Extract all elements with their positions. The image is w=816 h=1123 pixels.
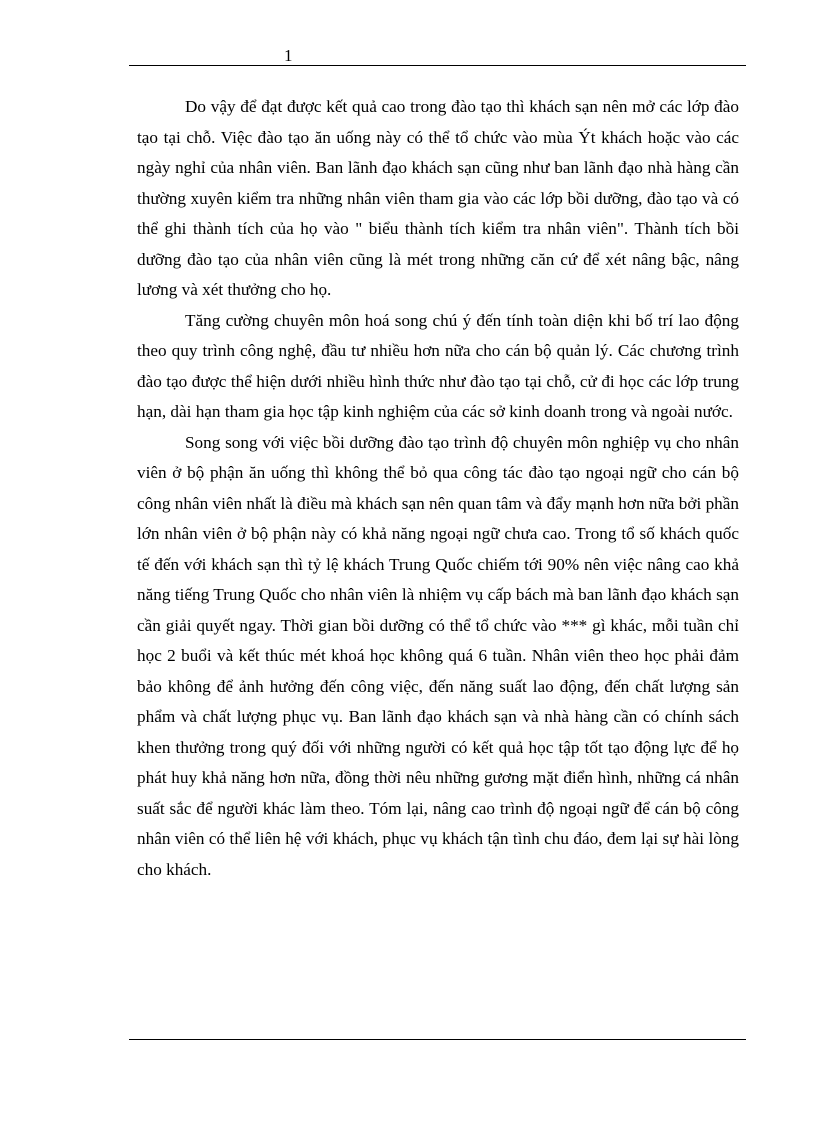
paragraph-1: Do vậy để đạt được kết quả cao trong đào tạo thì khách sạn nên mở các lớp đào tạo tại chỗ. Việc đào tạo ăn uống này có thể tổ chức vào mùa Ýt khách hoặc vào các ngày nghỉ của nhân viên. Ban lãnh đạo khách sạn cũng như ban lãnh đạo nhà hàng cần thường xuyên kiểm tra những nhân viên tham gia vào các lớp bồi dưỡng, đào tạo và có thể ghi thành tích của họ vào " biểu thành tích kiểm tra nhân viên". Thành tích bồi dưỡng đào tạo của nhân viên cũng là mét trong những căn cứ để xét nâng bậc, nâng lương và xét thưởng cho họ.	[137, 97, 739, 299]
document-body	[137, 92, 739, 885]
paragraph-2: Tăng cường chuyên môn hoá song chú ý đến tính toàn diện khi bố trí lao động theo quy trình công nghệ, đầu tư nhiều hơn nữa cho cán bộ quản lý. Các chương trình đào tạo được thể hiện dưới nhiều hình thức như đào tạo tại chỗ, cử đi học các lớp trung hạn, dài hạn tham gia học tập kinh nghiệm của các sở kinh doanh trong và ngoài nước.	[137, 310, 739, 421]
page-marker: 1	[284, 46, 293, 65]
footer-rule	[129, 1039, 746, 1040]
paragraph-3: Song song với việc bồi dưỡng đào tạo trình độ chuyên môn nghiệp vụ cho nhân viên ở bộ phận ăn uống thì không thể bỏ qua công tác đào tạo ngoại ngữ cho cán bộ công nhân viên nhất là điều mà khách sạn nên quan tâm và đẩy mạnh hơn nữa bởi phần lớn nhân viên ở bộ phận này có khả năng ngoại ngữ chưa cao. Trong tổ số khách quốc tế đến với khách sạn thì tỷ lệ khách Trung Quốc chiếm tới 90% nên việc nâng cao khả năng tiếng Trung Quốc cho nhân viên là nhiệm vụ cấp bách mà ban lãnh đạo khách sạn cần giải quyết ngay. Thời gian bồi dưỡng có thể tổ chức vào *** gì khác, mỗi tuần chỉ học 2 buổi và kết thúc mét khoá học không quá 6 tuần. Nhân viên theo học phải đảm bảo không để ảnh hưởng đến công việc, đến năng suất lao động, đến chất lượng sản phẩm và chất lượng phục vụ. Ban lãnh đạo khách sạn và nhà hàng cần có chính sách khen thưởng trong quý đối với những người có kết quả học tập tốt tạo động lực để họ phát huy khả năng hơn nữa, đồng thời nêu những gương mặt điển hình, những cá nhân suất sắc để người khác làm theo. Tóm lại, nâng cao trình độ ngoại ngữ để cán bộ công nhân viên có thể liên hệ với khách, phục vụ khách tận tình chu đáo, đem lại sự hài lòng cho khách.	[137, 432, 739, 879]
header-rule	[129, 65, 746, 66]
